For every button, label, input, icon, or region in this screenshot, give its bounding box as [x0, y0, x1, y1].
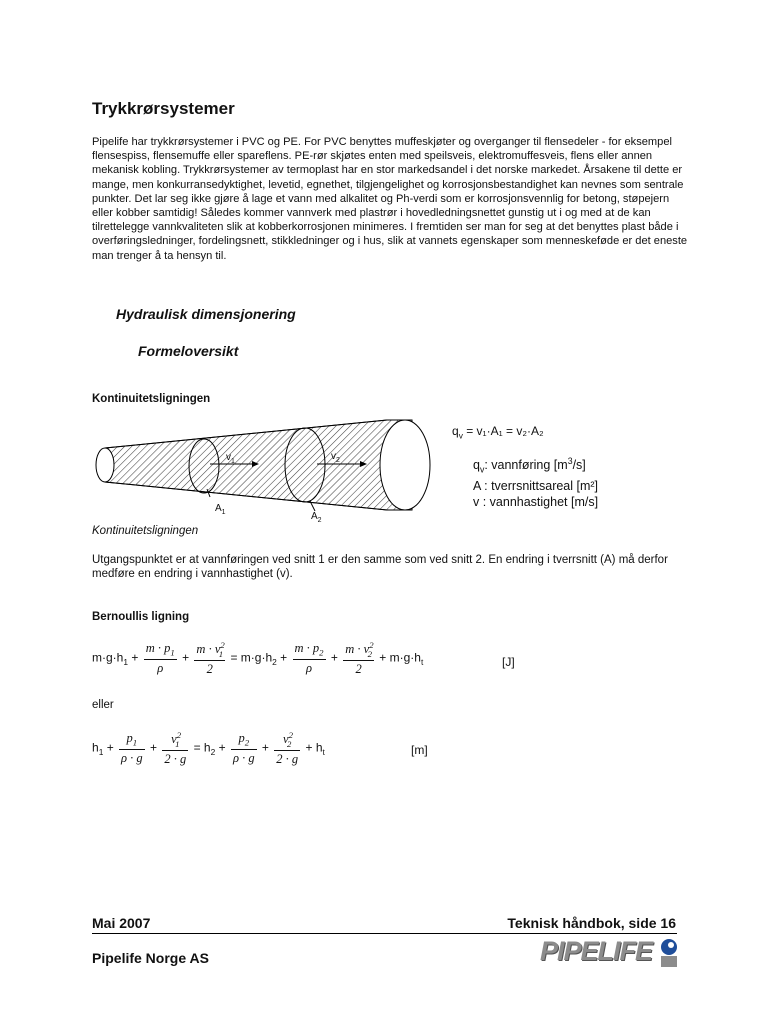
logo-emblem-icon — [658, 938, 680, 968]
bernoulli-heading: Bernoullis ligning — [92, 611, 190, 623]
footer-handbook: Teknisk håndbok, side 16 — [507, 915, 676, 931]
pipelife-logo — [540, 934, 680, 968]
continuity-heading: Kontinuitetsligningen — [92, 393, 211, 405]
page-title: Trykkrørsystemer — [92, 99, 235, 118]
section-heading: Hydraulisk dimensjonering — [116, 306, 296, 322]
pipe-inlet — [96, 448, 114, 482]
footer-date: Mai 2007 — [92, 915, 151, 931]
or-label: eller — [92, 699, 114, 711]
continuity-legend — [473, 453, 598, 510]
footer-company: Pipelife Norge AS — [92, 950, 209, 966]
subsection-heading: Formeloversikt — [138, 343, 239, 359]
logo-wordmark: PIPELIFE — [540, 936, 653, 966]
fraction-velocity-head-2: $\frac{v^2_2}{2 \cdot g}$ — [276, 730, 299, 766]
bernoulli-equation-head: $h_1$ + $\frac{p_1}{\rho \cdot g}$ + $\frac{v^2_1}{2 \cdot g}$ = $h_2$ + $\frac{p_2}{\rho \cdot g}$ + $\frac{v^2_2}{2 \cdot g}$ + $h_t$ — [92, 730, 325, 766]
continuity-equation: $q_v = v_1\cdot A_1 = v_2\cdot A_2$ — [452, 424, 544, 441]
area-1-label: $A_1$ — [215, 503, 226, 516]
fraction-pressure-head-2: $\frac{p_2}{\rho \cdot g}$ — [232, 731, 255, 765]
fraction-pressure-2: $\frac{m \cdot p_2}{\rho}$ — [294, 641, 324, 675]
pipe-body — [105, 420, 412, 510]
fraction-pressure-head-1: $\frac{p_1}{\rho \cdot g}$ — [121, 731, 143, 765]
continuity-explanation: Utgangspunktet er at vannføringen ved snitt 1 er den samme som ved snitt 2. En endring i tverrsnitt (A) må derfor medføre en endring i vannhastighet (v). — [92, 554, 668, 580]
fraction-velocity-2: $\frac{m \cdot v^2_2}{2}$ — [345, 640, 374, 676]
pipe-diagram — [92, 415, 437, 527]
pipe-outlet — [380, 420, 430, 510]
bernoulli-equation-energy: $m\cdot g\cdot h_1$ + $\frac{m \cdot p_1}{\rho}$ + $\frac{m \cdot v^2_1}{2}$ = $m\cdot g\cdot h_2$ + $\frac{m \cdot p_2}{\rho}$ + $\frac{m \cdot v^2_2}{2}$ + $m\cdot g\cdot h_t$ — [92, 640, 424, 676]
diagram-caption: Kontinuitetsligningen — [92, 525, 199, 537]
area-2-label: $A_2$ — [311, 511, 322, 524]
velocity-2-label: $v_2$ — [331, 451, 340, 464]
unit-joule: [J] — [502, 655, 515, 669]
legend-area: A : tverrsnittsareal [m²] — [473, 478, 599, 493]
fraction-pressure-1: $\frac{m \cdot p_1}{\rho}$ — [145, 641, 175, 675]
legend-velocity: v : vannhastighet [m/s] — [473, 494, 599, 509]
intro-paragraph: Pipelife har trykkrørsystemer i PVC og PE. For PVC benyttes muffeskjøter og overganger til flensedeler - for eksempel flensespiss, flensemuffe eller spareflens. PE-rør skjøtes enten med speilsveis, elektromuffesveis, flens eller annen mekanisk kobling. Trykkrørsystemer av termoplast har en stor markedsandel i det norske markedet. Årsakene til dette er mange, men konkurransedyktighet, levetid, egnethet, tilgjengelighet og korrosjonsbestandighet kan nevnes som sentrale punkter. Det lar seg ikke gjøre å lage et vann med alkalitet og Ph-verdi som er korrosjonsvennlig for betong, støpejern eller kobber samtidig! Således kommer vannverk med plastrør i hovedledningsnettet gunstig ut i og med at de kan tilrettelegge vannkvaliteten slik at kobberkorrosjonen minimeres. I fremtiden ser man for seg at det benyttes plast både i overføringsledninger, fordelingsnett, stikkledninger og i hus, slik at vannets egenskaper som menneskeføde er det eneste man trenger å ta hensyn til. — [92, 136, 688, 262]
fraction-velocity-head-1: $\frac{v^2_1}{2 \cdot g}$ — [164, 730, 187, 766]
legend-flow: $q_v$: vannføring $[m^3/s]$ — [473, 456, 586, 475]
velocity-1-label: $v_1$ — [226, 452, 235, 465]
fraction-velocity-1: $\frac{m \cdot v^2_1}{2}$ — [196, 640, 225, 676]
unit-meter: [m] — [411, 743, 428, 757]
